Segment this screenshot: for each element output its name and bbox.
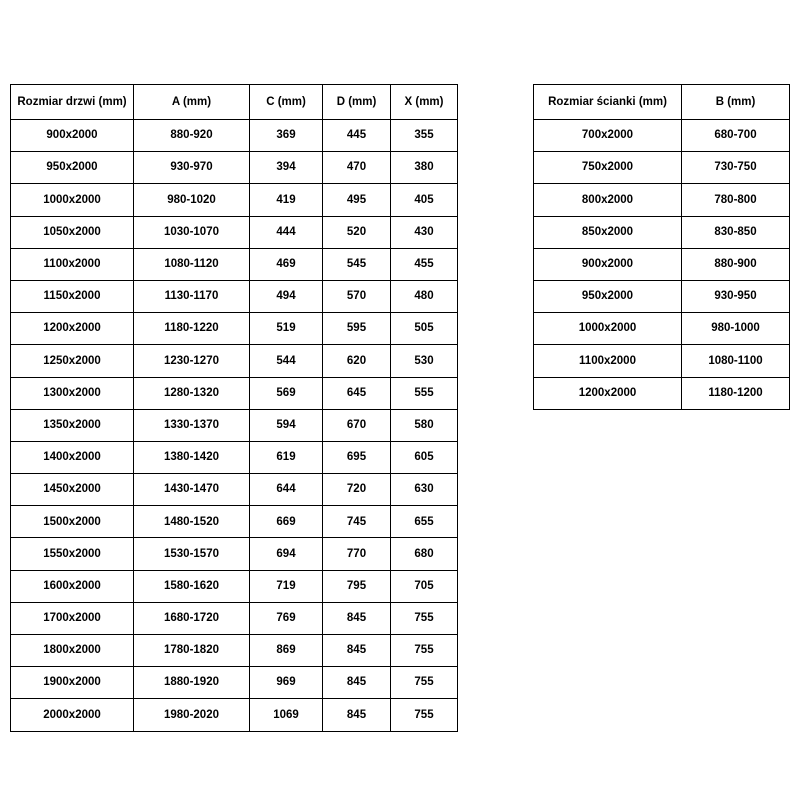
cell-wall-size: 1200x2000 (534, 377, 682, 409)
cell-x: 430 (391, 216, 458, 248)
cell-d: 620 (323, 345, 391, 377)
cell-a: 1430-1470 (134, 474, 250, 506)
table-row (11, 216, 458, 248)
cell-c: 369 (250, 120, 323, 152)
column-header-c: C (mm) (250, 85, 323, 120)
cell-b: 780-800 (682, 184, 790, 216)
walls-table-body (534, 120, 790, 410)
cell-c: 594 (250, 409, 323, 441)
cell-door-size: 1700x2000 (11, 602, 134, 634)
cell-door-size: 1300x2000 (11, 377, 134, 409)
cell-a: 1480-1520 (134, 506, 250, 538)
table-row (11, 474, 458, 506)
cell-door-size: 1000x2000 (11, 184, 134, 216)
cell-x: 755 (391, 635, 458, 667)
cell-door-size: 1900x2000 (11, 667, 134, 699)
table-header-row (534, 85, 790, 120)
cell-d: 845 (323, 667, 391, 699)
cell-a: 1230-1270 (134, 345, 250, 377)
cell-x: 405 (391, 184, 458, 216)
cell-d: 670 (323, 409, 391, 441)
cell-a: 880-920 (134, 120, 250, 152)
table-row (11, 538, 458, 570)
table-row (11, 699, 458, 731)
cell-door-size: 1800x2000 (11, 635, 134, 667)
cell-x: 755 (391, 602, 458, 634)
cell-c: 719 (250, 570, 323, 602)
table-row (534, 184, 790, 216)
cell-door-size: 1400x2000 (11, 441, 134, 473)
table-row (11, 377, 458, 409)
cell-x: 630 (391, 474, 458, 506)
walls-dimensions-table (533, 84, 790, 410)
cell-a: 1980-2020 (134, 699, 250, 731)
cell-d: 545 (323, 248, 391, 280)
walls-dimensions-table-container (533, 84, 790, 410)
table-row (11, 248, 458, 280)
table-row (11, 280, 458, 312)
table-row (11, 441, 458, 473)
column-header-wall-size: Rozmiar ścianki (mm) (534, 85, 682, 120)
column-header-a: A (mm) (134, 85, 250, 120)
cell-d: 795 (323, 570, 391, 602)
doors-dimensions-table-container (10, 84, 458, 732)
table-row (534, 345, 790, 377)
cell-a: 1780-1820 (134, 635, 250, 667)
cell-x: 680 (391, 538, 458, 570)
cell-b: 1180-1200 (682, 377, 790, 409)
cell-d: 570 (323, 280, 391, 312)
cell-x: 555 (391, 377, 458, 409)
cell-door-size: 1600x2000 (11, 570, 134, 602)
cell-a: 1530-1570 (134, 538, 250, 570)
cell-wall-size: 850x2000 (534, 216, 682, 248)
table-row (534, 280, 790, 312)
cell-x: 755 (391, 699, 458, 731)
cell-wall-size: 800x2000 (534, 184, 682, 216)
cell-door-size: 900x2000 (11, 120, 134, 152)
column-header-b: B (mm) (682, 85, 790, 120)
cell-b: 830-850 (682, 216, 790, 248)
cell-d: 745 (323, 506, 391, 538)
cell-x: 505 (391, 313, 458, 345)
cell-c: 1069 (250, 699, 323, 731)
cell-door-size: 1200x2000 (11, 313, 134, 345)
cell-b: 880-900 (682, 248, 790, 280)
doors-dimensions-table (10, 84, 458, 732)
table-row (11, 570, 458, 602)
cell-x: 480 (391, 280, 458, 312)
cell-door-size: 1100x2000 (11, 248, 134, 280)
cell-x: 655 (391, 506, 458, 538)
table-row (11, 635, 458, 667)
cell-a: 1130-1170 (134, 280, 250, 312)
cell-d: 845 (323, 699, 391, 731)
cell-c: 419 (250, 184, 323, 216)
cell-c: 519 (250, 313, 323, 345)
cell-d: 645 (323, 377, 391, 409)
table-row (11, 120, 458, 152)
cell-c: 469 (250, 248, 323, 280)
cell-door-size: 950x2000 (11, 152, 134, 184)
table-row (534, 248, 790, 280)
cell-door-size: 1550x2000 (11, 538, 134, 570)
cell-d: 720 (323, 474, 391, 506)
cell-x: 380 (391, 152, 458, 184)
cell-b: 730-750 (682, 152, 790, 184)
cell-d: 770 (323, 538, 391, 570)
cell-d: 495 (323, 184, 391, 216)
cell-a: 1880-1920 (134, 667, 250, 699)
cell-c: 619 (250, 441, 323, 473)
cell-door-size: 1150x2000 (11, 280, 134, 312)
cell-x: 455 (391, 248, 458, 280)
cell-x: 755 (391, 667, 458, 699)
cell-wall-size: 1000x2000 (534, 313, 682, 345)
column-header-d: D (mm) (323, 85, 391, 120)
table-row (11, 184, 458, 216)
cell-a: 980-1020 (134, 184, 250, 216)
cell-x: 705 (391, 570, 458, 602)
cell-c: 444 (250, 216, 323, 248)
cell-wall-size: 1100x2000 (534, 345, 682, 377)
cell-a: 1580-1620 (134, 570, 250, 602)
cell-d: 845 (323, 635, 391, 667)
cell-c: 869 (250, 635, 323, 667)
column-header-door-size: Rozmiar drzwi (mm) (11, 85, 134, 120)
table-row (534, 377, 790, 409)
cell-x: 355 (391, 120, 458, 152)
cell-wall-size: 950x2000 (534, 280, 682, 312)
cell-b: 680-700 (682, 120, 790, 152)
table-row (11, 602, 458, 634)
table-row (534, 152, 790, 184)
table-row (11, 345, 458, 377)
doors-table-head (11, 85, 458, 120)
cell-d: 445 (323, 120, 391, 152)
cell-c: 969 (250, 667, 323, 699)
cell-wall-size: 750x2000 (534, 152, 682, 184)
cell-d: 695 (323, 441, 391, 473)
table-row (11, 313, 458, 345)
cell-door-size: 2000x2000 (11, 699, 134, 731)
cell-d: 595 (323, 313, 391, 345)
cell-a: 930-970 (134, 152, 250, 184)
table-row (11, 667, 458, 699)
cell-c: 494 (250, 280, 323, 312)
walls-table-head (534, 85, 790, 120)
cell-a: 1030-1070 (134, 216, 250, 248)
table-row (11, 152, 458, 184)
cell-door-size: 1450x2000 (11, 474, 134, 506)
table-header-row (11, 85, 458, 120)
cell-c: 544 (250, 345, 323, 377)
cell-c: 394 (250, 152, 323, 184)
cell-c: 644 (250, 474, 323, 506)
cell-c: 694 (250, 538, 323, 570)
cell-d: 520 (323, 216, 391, 248)
cell-a: 1380-1420 (134, 441, 250, 473)
cell-door-size: 1050x2000 (11, 216, 134, 248)
cell-a: 1180-1220 (134, 313, 250, 345)
cell-door-size: 1250x2000 (11, 345, 134, 377)
cell-door-size: 1500x2000 (11, 506, 134, 538)
cell-a: 1330-1370 (134, 409, 250, 441)
table-row (11, 506, 458, 538)
cell-b: 930-950 (682, 280, 790, 312)
column-header-x: X (mm) (391, 85, 458, 120)
table-row (534, 216, 790, 248)
table-row (11, 409, 458, 441)
cell-a: 1680-1720 (134, 602, 250, 634)
cell-b: 1080-1100 (682, 345, 790, 377)
doors-table-body (11, 120, 458, 732)
cell-c: 669 (250, 506, 323, 538)
cell-d: 845 (323, 602, 391, 634)
cell-wall-size: 700x2000 (534, 120, 682, 152)
cell-c: 769 (250, 602, 323, 634)
cell-wall-size: 900x2000 (534, 248, 682, 280)
table-row (534, 313, 790, 345)
cell-b: 980-1000 (682, 313, 790, 345)
cell-a: 1080-1120 (134, 248, 250, 280)
cell-x: 580 (391, 409, 458, 441)
table-row (534, 120, 790, 152)
cell-x: 530 (391, 345, 458, 377)
cell-c: 569 (250, 377, 323, 409)
cell-a: 1280-1320 (134, 377, 250, 409)
cell-x: 605 (391, 441, 458, 473)
cell-door-size: 1350x2000 (11, 409, 134, 441)
cell-d: 470 (323, 152, 391, 184)
